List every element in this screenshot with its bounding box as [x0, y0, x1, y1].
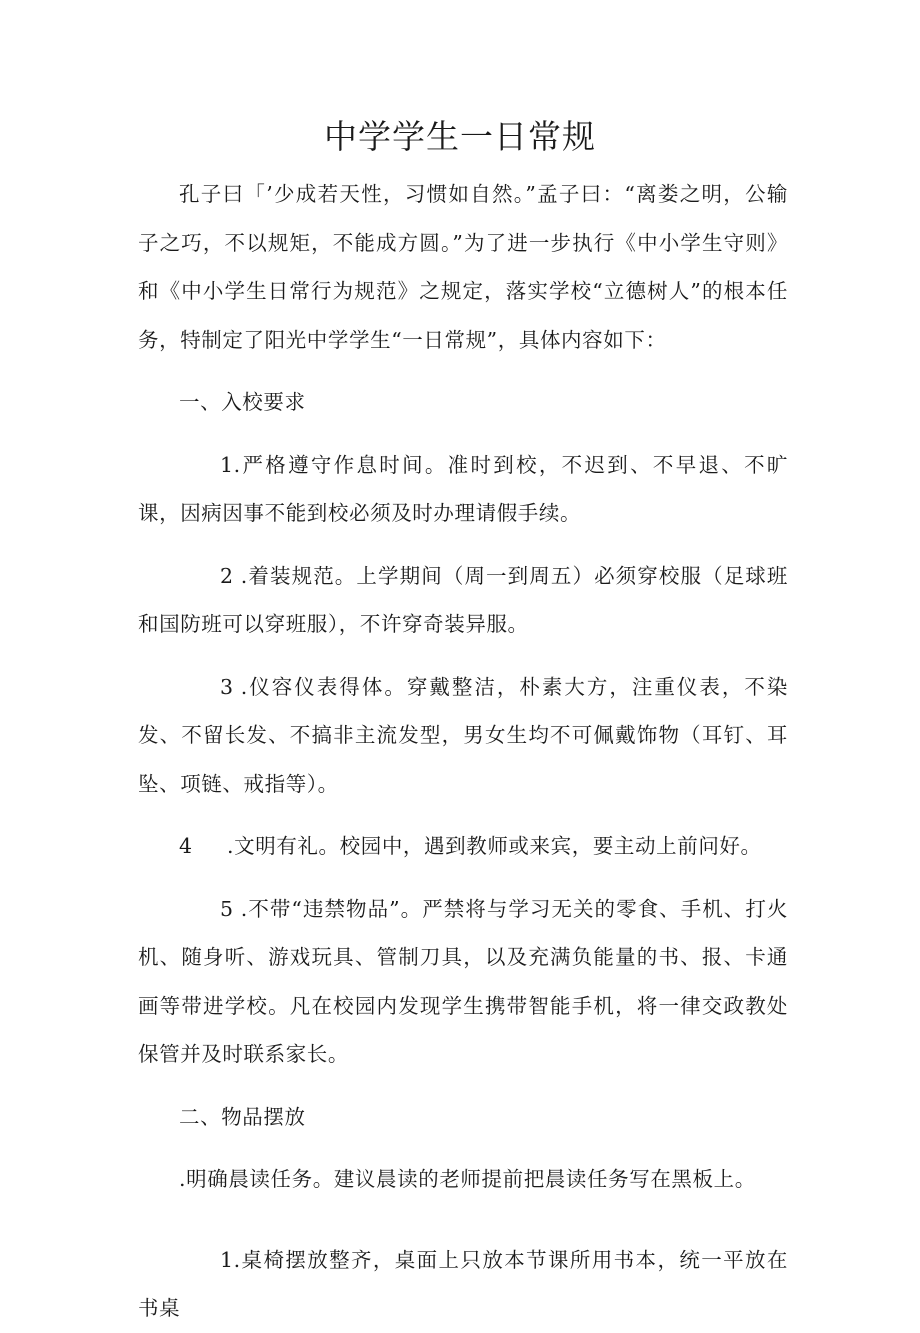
- list-item: [138, 822, 788, 871]
- item-text: .明确晨读任务。建议晨读的老师提前把晨读任务写在黑板上。: [179, 1167, 756, 1191]
- list-item: [138, 1155, 788, 1204]
- item-number: 1.: [220, 452, 241, 477]
- list-item: [138, 663, 788, 809]
- document-body: [138, 170, 788, 1333]
- item-number: 5 .: [220, 896, 248, 921]
- item-text: 着装规范。上学期间（周一到周五）必须穿校服（足球班和国防班可以穿班服），不许穿奇装异服。: [138, 563, 788, 636]
- section-heading-item-placement: 二、物品摆放: [179, 1104, 306, 1129]
- section-heading-entry-requirements: 一、入校要求: [179, 390, 306, 414]
- item-number: 1.: [220, 1247, 241, 1272]
- list-item: [138, 1236, 788, 1333]
- item-text: 严格遵守作息时间。准时到校，不迟到、不早退、不旷课，因病因事不能到校必须及时办理请假手续。: [138, 452, 788, 525]
- item-text: 仪容仪表得体。穿戴整洁，朴素大方，注重仪表，不染发、不留长发、不搞非主流发型，男女生均不可佩戴饰物（耳钉、耳坠、项链、戒指等）。: [138, 674, 788, 796]
- list-item: [138, 552, 788, 649]
- list-item: [138, 441, 788, 538]
- item-number: 2 .: [220, 563, 248, 588]
- intro-paragraph: 孔子曰「’少成若天性，习惯如自然。”孟子曰：“离娄之明，公输子之巧，不以规矩，不能成方圆。”为了进一步执行《中小学生守则》和《中小学生日常行为规范》之规定，落实学校“立德树人”的根本任务，特制定了阳光中学学生“一日常规”，具体内容如下：: [138, 182, 788, 352]
- item-text: .文明有礼。校园中，遇到教师或来宾，要主动上前问好。: [227, 834, 762, 858]
- list-item: [138, 885, 788, 1079]
- document-title: 中学学生一日常规: [324, 117, 596, 156]
- item-text: 桌椅摆放整齐，桌面上只放本节课所用书本，统一平放在书桌: [138, 1247, 788, 1320]
- item-text: 不带“违禁物品”。严禁将与学习无关的零食、手机、打火机、随身听、游戏玩具、管制刀具，以及充满负能量的书、报、卡通画等带进学校。凡在校园内发现学生携带智能手机，将一律交政教处保管并及时联系家长。: [138, 896, 788, 1066]
- item-number: 3 .: [220, 674, 248, 699]
- item-number: 4: [179, 834, 193, 858]
